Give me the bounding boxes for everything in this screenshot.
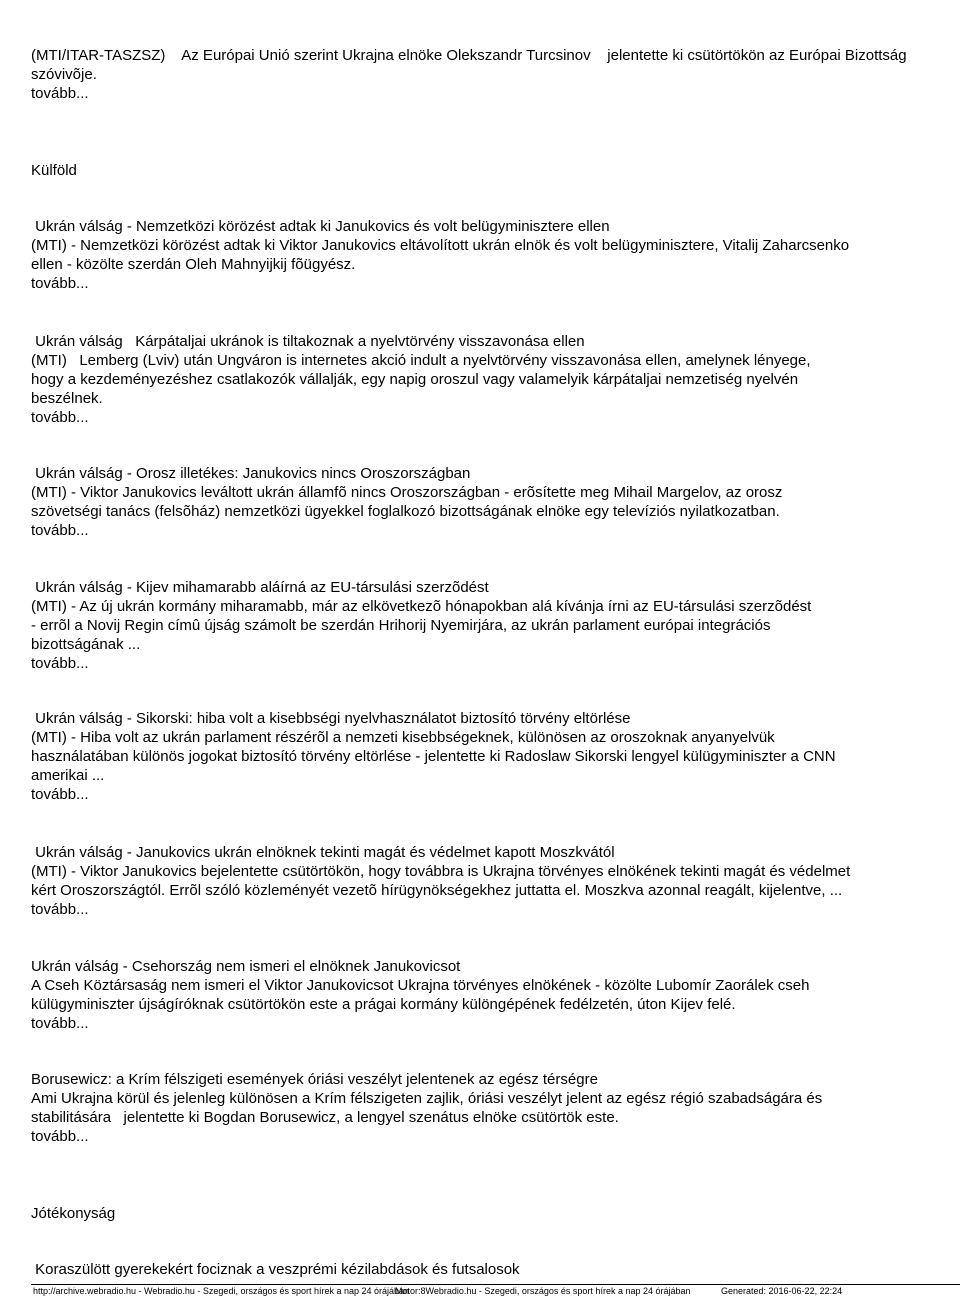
article-body-line: A Cseh Köztársaság nem ismeri el Viktor Janukovicsot Ukrajna törvényes elnökének - közölte Lubomír Zaorálek cseh	[31, 977, 810, 994]
article-body-line: amerikai ...	[31, 767, 105, 784]
more-link[interactable]: tovább...	[31, 901, 89, 918]
footer-source: http://archive.webradio.hu - Webradio.hu - Szegedi, országos és sport hírek a nap 24 órájában	[33, 1286, 410, 1296]
article-body-line: beszélnek.	[31, 390, 103, 407]
article	[31, 1070, 951, 1146]
article-title[interactable]: Ukrán válság - Sikorski: hiba volt a kisebbségi nyelvhasználatot biztosító törvény eltörlése	[31, 710, 631, 727]
article-body-line: szövetségi tanács (felsõház) nemzetközi ügyekkel foglalkozó bizottságának elnöke egy televíziós nyilatkozatban.	[31, 503, 780, 520]
article	[31, 843, 951, 919]
article-title[interactable]: Ukrán válság - Csehország nem ismeri el elnöknek Janukovicsot	[31, 958, 461, 975]
article-body-line: kért Oroszországtól. Errõl szóló közleményét vezetõ hírügynökségekhez juttatta el. Moszkva azonnal reagált, kijelentve, ...	[31, 882, 843, 899]
top-article	[31, 46, 951, 103]
article-title[interactable]: Borusewicz: a Krím félszigeti események óriási veszélyt jelentenek az egész térségre	[31, 1071, 598, 1088]
article-body-line: (MTI) - Viktor Janukovics leváltott ukrán államfõ nincs Oroszországban - erõsítette meg Mihail Margelov, az orosz	[31, 484, 783, 501]
article-body-line: - errõl a Novij Regin címû újság számolt be szerdán Hrihorij Nyemirjára, az ukrán parlament európai integrációs	[31, 617, 771, 634]
article-body-line: stabilitására jelentette ki Bogdan Borusewicz, a lengyel szenátus elnöke csütörtök este.	[31, 1109, 619, 1126]
article-body-line: (MTI/ITAR-TASZSZ) Az Európai Unió szerint Ukrajna elnöke Olekszandr Turcsinov jelentette ki csütörtökön az Európai Bizottság	[31, 47, 907, 64]
section-label-kulfold: Külföld	[31, 162, 77, 179]
article-body-line: szóvivõje.	[31, 66, 97, 83]
article-body-line: (MTI) Lemberg (Lviv) után Ungváron is internetes akció indult a nyelvtörvény visszavonása ellen, amelynek lényege,	[31, 352, 811, 369]
article-title[interactable]: Ukrán válság - Kijev mihamarabb aláírná az EU-társulási szerzõdést	[31, 579, 489, 596]
article	[31, 464, 951, 540]
section-label-jotekonysag: Jótékonyság	[31, 1205, 116, 1222]
article-title[interactable]: Ukrán válság - Orosz illetékes: Janukovics nincs Oroszországban	[31, 465, 471, 482]
article-title[interactable]: Ukrán válság Kárpátaljai ukránok is tiltakoznak a nyelvtörvény visszavonása ellen	[31, 333, 585, 350]
article-body-line: (MTI) - Az új ukrán kormány miharamabb, már az elkövetkezõ hónapokban alá kívánja írni az EU-társulási szerzõdést	[31, 598, 812, 615]
article-body-line: hogy a kezdeményezéshez csatlakozók vállalják, egy napig oroszul vagy valamelyik kárpátaljai nemzetiség nyelvén	[31, 371, 799, 388]
article	[31, 957, 951, 1033]
more-link[interactable]: tovább...	[31, 275, 89, 292]
more-link[interactable]: tovább...	[31, 85, 89, 102]
article-body-line: (MTI) - Hiba volt az ukrán parlament részérõl a nemzeti kisebbségeknek, különösen az oroszoknak anyanyelvük	[31, 729, 775, 746]
article-body-line: használatában különös jogokat biztosító törvény eltörlése - jelentette ki Radoslaw Sikorski lengyel külügyminiszter a CNN	[31, 748, 836, 765]
more-link[interactable]: tovább...	[31, 786, 89, 803]
article-body-line: bizottságának ...	[31, 636, 141, 653]
article-body-line: (MTI) - Viktor Janukovics bejelentette csütörtökön, hogy továbbra is Ukrajna törvényes elnökének tekinti magát és védelmet	[31, 863, 851, 880]
page-footer	[31, 1284, 960, 1298]
article-title[interactable]: Ukrán válság - Janukovics ukrán elnöknek tekinti magát és védelmet kapott Moszkvától	[31, 844, 615, 861]
more-link[interactable]: tovább...	[31, 409, 89, 426]
more-link[interactable]: tovább...	[31, 655, 89, 672]
article-body-line: ellen - közölte szerdán Oleh Mahnyijkij fõügyész.	[31, 256, 356, 273]
article-title[interactable]: Koraszülött gyerekekért fociznak a veszprémi kézilabdások és futsalosok	[31, 1261, 520, 1278]
article-title[interactable]: Ukrán válság - Nemzetközi körözést adtak ki Janukovics és volt belügyminisztere ellen	[31, 218, 610, 235]
article	[31, 578, 951, 673]
article-body-line: (MTI) - Nemzetközi körözést adtak ki Viktor Janukovics eltávolított ukrán elnök és volt belügyminisztere, Vitalij Zaharcsenko	[31, 237, 850, 254]
article	[31, 217, 951, 293]
article	[31, 709, 951, 804]
footer-generated: Generated: 2016-06-22, 22:24	[721, 1286, 843, 1296]
article-body-line: Ami Ukrajna körül és jelenleg különösen a Krím félszigeten zajlik, óriási veszélyt jelent az egész régió szabadságára és	[31, 1090, 823, 1107]
article	[31, 332, 951, 427]
article-body-line: külügyminiszter újságíróknak csütörtökön este a prágai kormány különgépének fedélzetén, úton Kijev felé.	[31, 996, 736, 1013]
more-link[interactable]: tovább...	[31, 1128, 89, 1145]
article	[31, 1260, 951, 1279]
more-link[interactable]: tovább...	[31, 1015, 89, 1032]
footer-center: Motor:8Webradio.hu - Szegedi, országos és sport hírek a nap 24 órájában	[395, 1286, 691, 1296]
more-link[interactable]: tovább...	[31, 522, 89, 539]
